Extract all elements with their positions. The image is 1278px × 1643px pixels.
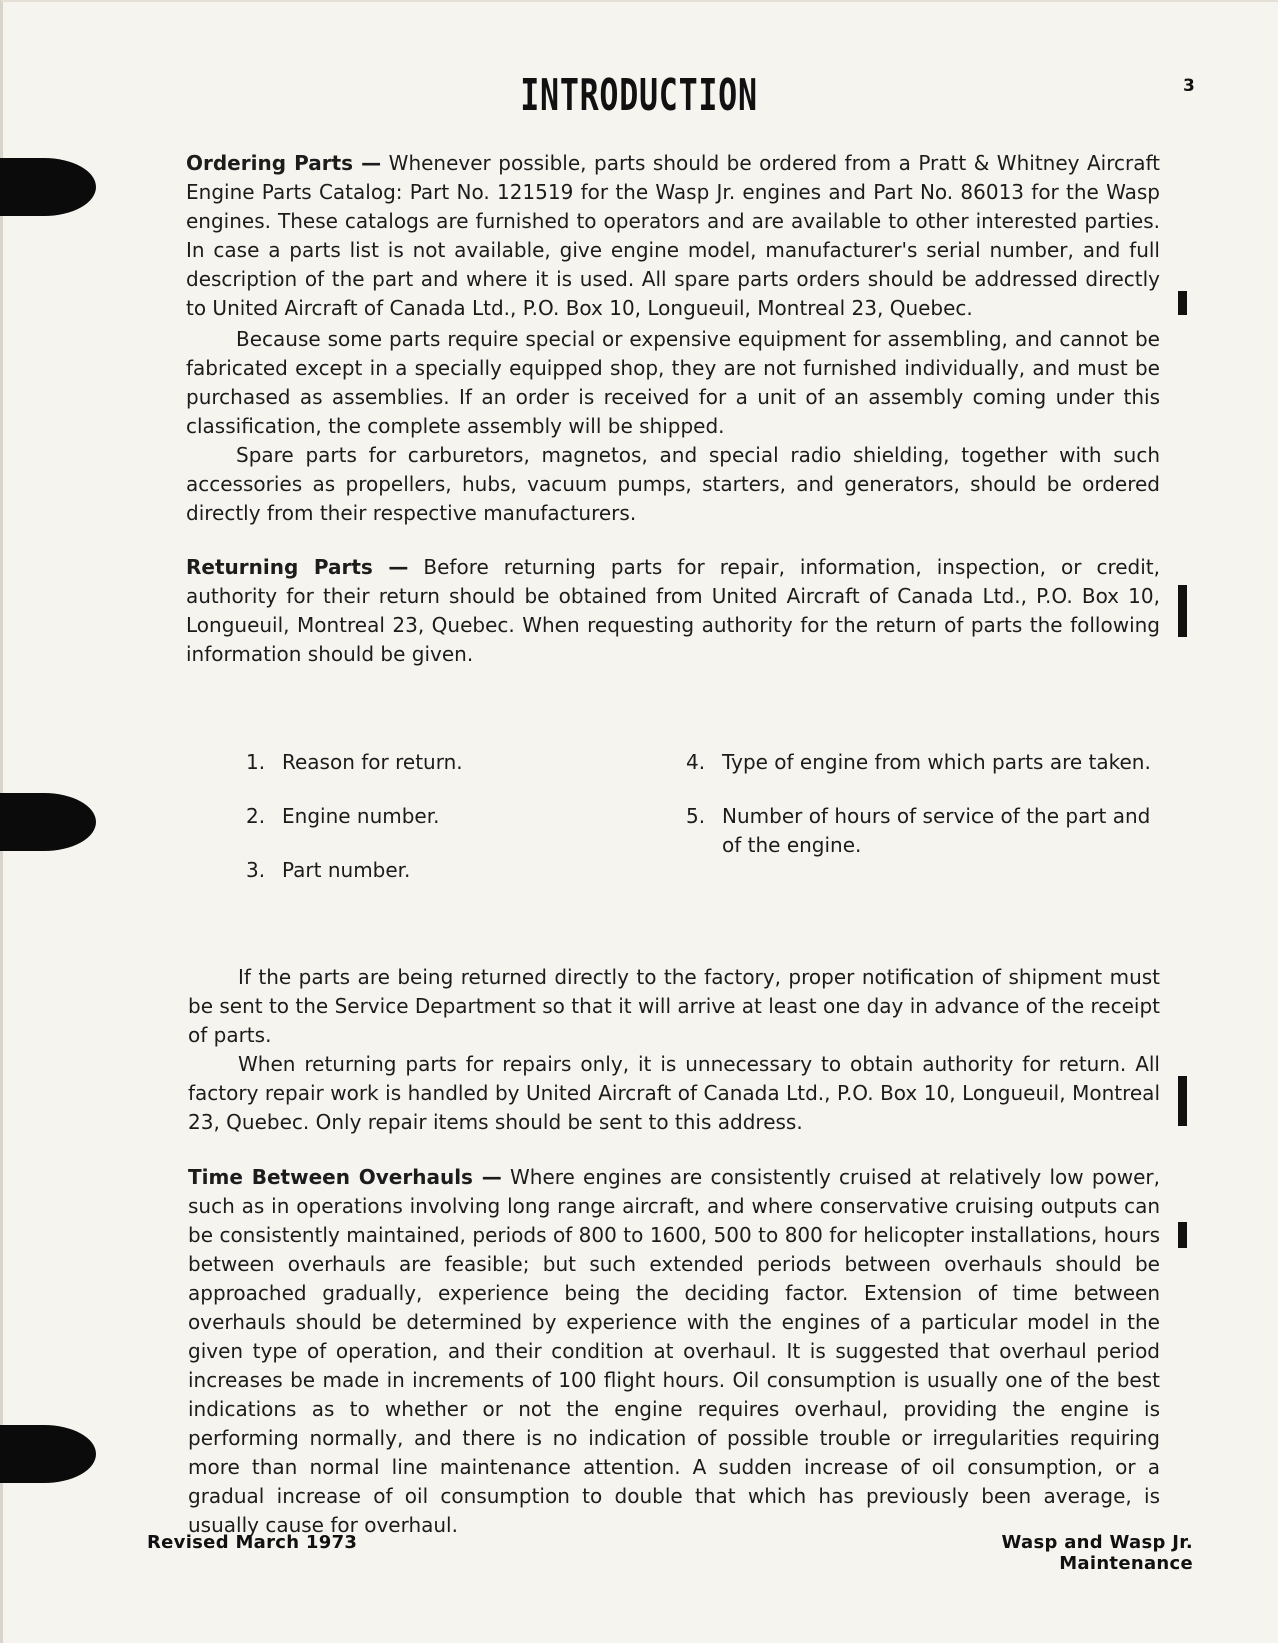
page-number: 3 (1183, 76, 1195, 96)
list-item (246, 748, 646, 777)
time-between-overhauls-paragraph (188, 1163, 1160, 1540)
section-heading-time-between-overhauls: Time Between Overhauls — (188, 1165, 502, 1189)
binder-hole-bottom (0, 1425, 96, 1483)
section-heading-ordering-parts: Ordering Parts — (186, 151, 382, 175)
time-between-overhauls-text: Where engines are consistently cruised at relatively low power, such as in operations involving long range aircraft, and where conservative cruising outputs can be consistently maintained, periods of 800 to 1600, 500 to 800 for helicopter installations, hours between overhauls are feasible; but such extended periods between overhauls should be approached gradually, experience being the deciding factor. Extension of time between overhauls should be determined by experience with the engines of a particular model in the given type of operation, and their condition at overhaul. It is suggested that overhaul period increases be made in increments of 100 flight hours. Oil consumption is usually one of the best indications as to whether or not the engine requires overhaul, providing the engine is performing normally, and there is no indication of possible trouble or irregularities requiring more than normal line maintenance attention. A sudden increase of oil consumption, or a gradual increase of oil consumption to double that which has previously been average, is usually cause for overhaul. (188, 1165, 1161, 1537)
list-number: 2. (246, 804, 266, 828)
list-number: 5. (686, 804, 706, 828)
revision-bar (1178, 1076, 1187, 1126)
list-text: Type of engine from which parts are taken. (722, 750, 1151, 774)
list-item (686, 748, 1160, 777)
ordering-parts-text: Whenever possible, parts should be ordered from a Pratt & Whitney Aircraft Engine Parts Catalog: Part No. 121519 for the Wasp Jr. engines and Part No. 86013 for the Wasp engines. These catalogs are furnished to operators and are available to other interested parties. In case a parts list is not available, give engine model, manufacturer's serial number, and full description of the part and where it is used. All spare parts orders should be addressed directly to United Aircraft of Canada Ltd., P.O. Box 10, Longueuil, Montreal 23, Quebec. (186, 151, 1160, 320)
list-item (246, 802, 646, 831)
revision-bar (1178, 291, 1187, 315)
footer-revision-date: Revised March 1973 (147, 1532, 358, 1553)
binder-hole-top (0, 158, 96, 216)
list-text: Engine number. (282, 804, 440, 828)
returning-parts-text: Before returning parts for repair, information, inspection, or credit, authority for their return should be obtained from United Aircraft of Canada Ltd., P.O. Box 10, Longueuil, Montreal 23, Quebec. When requesting authority for the return of parts the following information should be given. (186, 555, 1160, 666)
footer-manual-title: Wasp and Wasp Jr. Maintenance (1001, 1532, 1193, 1574)
repair-return-paragraph: When returning parts for repairs only, it is unnecessary to obtain authority for return. All factory repair work is handled by United Aircraft of Canada Ltd., P.O. Box 10, Longueuil, Montreal 23, Quebec. Only repair items should be sent to this address. (188, 1052, 1160, 1134)
list-text: Part number. (282, 858, 411, 882)
list-number: 3. (246, 858, 266, 882)
list-text: Reason for return. (282, 750, 463, 774)
revision-bar (1178, 1222, 1187, 1248)
list-number: 1. (246, 750, 266, 774)
accessories-paragraph: Spare parts for carburetors, magnetos, and special radio shielding, together with such accessories as propellers, hubs, vacuum pumps, starters, and generators, should be ordered directly from their respective manufacturers. (186, 443, 1160, 525)
factory-return-paragraph: If the parts are being returned directly to the factory, proper notification of shipment must be sent to the Service Department so that it will arrive at least one day in advance of the receipt of parts. (188, 965, 1160, 1047)
binder-hole-middle (0, 793, 96, 851)
section-heading-returning-parts: Returning Parts — (186, 555, 409, 579)
page-title: INTRODUCTION (520, 70, 758, 121)
list-item (686, 802, 1160, 860)
returning-parts-paragraph (186, 553, 1160, 669)
list-item (246, 856, 646, 885)
revision-bar (1178, 585, 1187, 637)
assemblies-paragraph: Because some parts require special or expensive equipment for assembling, and cannot be fabricated except in a specially equipped shop, they are not furnished individually, and must be purchased as assemblies. If an order is received for a unit of an assembly coming under this classification, the complete assembly will be shipped. (186, 327, 1160, 438)
list-text: Number of hours of service of the part and of the engine. (722, 804, 1151, 857)
ordering-parts-paragraph (186, 149, 1160, 323)
list-number: 4. (686, 750, 706, 774)
